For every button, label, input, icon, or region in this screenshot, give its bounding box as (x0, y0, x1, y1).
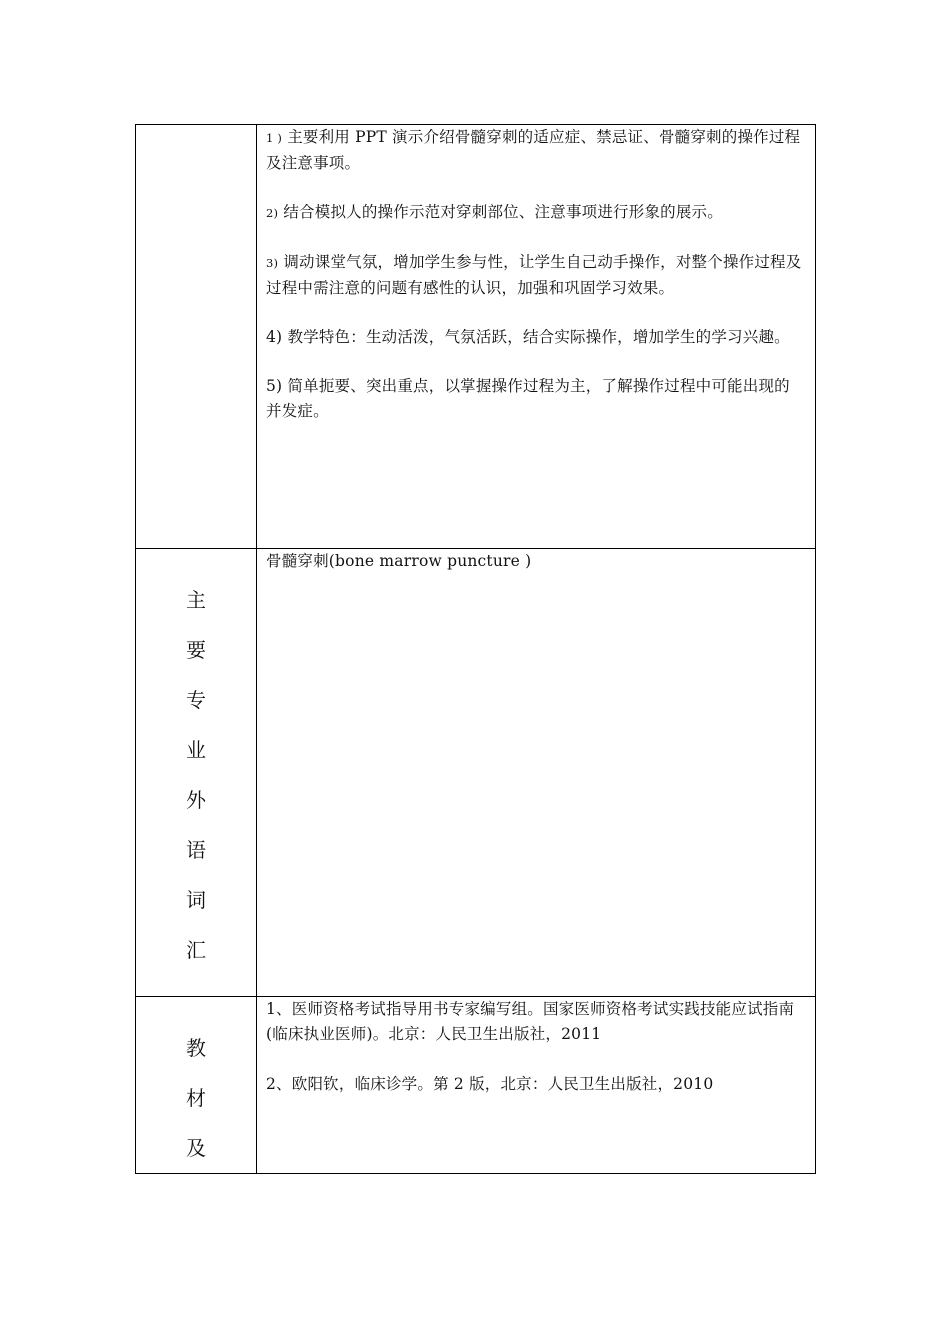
vocabulary-content (257, 549, 816, 997)
reference-item-2: 2、欧阳钦，临床诊学。第 2 版，北京：人民卫生出版社，2010 (266, 1075, 714, 1093)
textbook-content (257, 997, 816, 1174)
textbook-row (136, 997, 816, 1174)
method-item-2: 2) 结合模拟人的操作示范对穿刺部位、注意事项进行形象的展示。 (266, 203, 723, 221)
method-item-5: 5) 简单扼要、突出重点，以掌握操作过程为主，了解操作过程中可能出现的并发症。 (266, 377, 790, 420)
method-item-1: 1 ) 主要利用 PPT 演示介绍骨髓穿刺的适应症、禁忌证、骨髓穿刺的操作过程及注意事项。 (266, 128, 801, 172)
vocabulary-term: 骨髓穿刺(bone marrow puncture ) (266, 552, 532, 570)
lesson-plan-table (135, 124, 816, 1174)
teaching-method-label-cell (136, 125, 257, 549)
vocabulary-row (136, 549, 816, 997)
textbook-label-cell (136, 997, 257, 1174)
method-item-3: 3) 调动课堂气氛，增加学生参与性，让学生自己动手操作，对整个操作过程及过程中需注意的问题有感性的认识，加强和巩固学习效果。 (266, 253, 802, 297)
method-item-4: 4) 教学特色：生动活泼，气氛活跃，结合实际操作，增加学生的学习兴趣。 (266, 328, 790, 346)
vocabulary-label: 主 要 专 业 外 语 词 汇 (186, 588, 206, 962)
teaching-method-content (257, 125, 816, 549)
teaching-method-row (136, 125, 816, 549)
vocabulary-label-cell (136, 549, 257, 997)
reference-item-1: 1、医师资格考试指导用书专家编写组。国家医师资格考试实践技能应试指南(临床执业医师)。北京：人民卫生出版社，2011 (266, 1000, 795, 1043)
textbook-label: 教 材 及 (186, 1036, 206, 1160)
